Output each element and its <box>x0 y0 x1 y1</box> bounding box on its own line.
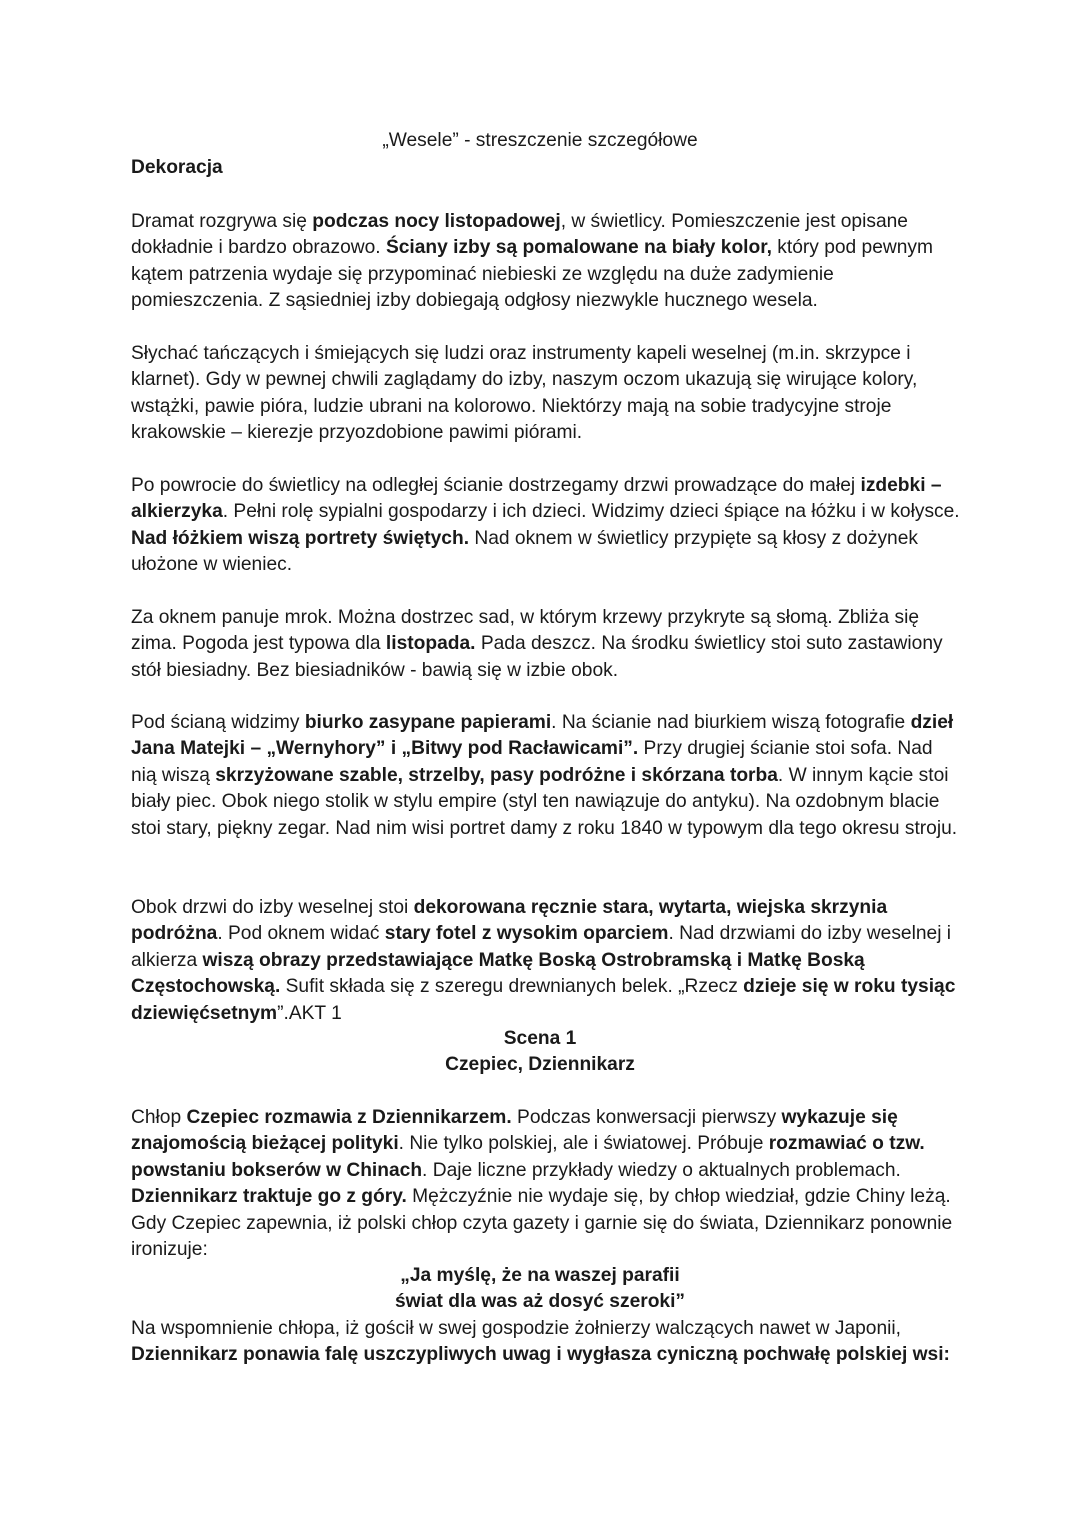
text-run: Mężczyźnie nie wydaje się, by chłop wiedział, gdzie Chiny leżą. Gdy Czepiec zapewnia, iż polski chłop czyta gazety i garnie się do świata, Dziennikarz ponownie ironizuje: <box>131 1186 953 1261</box>
bold-text: Dziennikarz ponawia falę uszczypliwych uwag i wygłasza cyniczną pochwałę polskiej wsi: <box>131 1344 950 1366</box>
bold-text: izdebki – alkierzyka <box>131 475 942 523</box>
text-run: ”.AKT 1 <box>277 1002 342 1024</box>
text-run: Na wspomnienie chłopa, iż gościł w swej gospodzie żołnierzy walczących nawet w Japonii, <box>131 1318 901 1339</box>
text-run: Sufit składa się z szeregu drewnianych belek. „Rzecz <box>280 976 744 998</box>
bold-text: biurko zasypane papierami <box>304 712 552 733</box>
text-run: Chłop <box>131 1107 187 1128</box>
bold-text: wykazuje się znajomością bieżącej polityki <box>131 1107 898 1155</box>
paragraph-3 <box>131 473 961 579</box>
bold-text: dekorowana ręcznie stara, wytarta, wiejska skrzynia podróżna <box>131 897 888 945</box>
text-run: . W innym kącie stoi biały piec. Obok niego stolik w stylu empire (styl ten nawiązuje do antyku). Na ozdobnym blacie stoi stary, piękny zegar. Nad nim wisi portret damy z roku 1840 w typowym dla tego okresu stroju. <box>131 764 958 839</box>
text-run: Pod ścianą widzimy <box>131 712 305 733</box>
text-run: . Nie tylko polskiej, ale i światowej. Próbuje <box>398 1133 769 1155</box>
text-run: Po powrocie do świetlicy na odległej ścianie dostrzegamy drzwi prowadzące do małej <box>131 475 861 496</box>
text-run: który pod pewnym kątem patrzenia wydaje się przypominać niebieski ze względu na duże zadymienie pomieszczenia. Z sąsiedniej izby dobiegają odgłosy niezwykle hucznego wesela. <box>131 237 934 312</box>
quote-line-1: „Ja myślę, że na waszej parafii <box>400 1265 680 1286</box>
bold-text: stary fotel z wysokim oparciem <box>384 923 669 945</box>
text-run: Podczas konwersacji pierwszy <box>511 1107 782 1128</box>
text-run: . Pełni rolę sypialni gospodarzy i ich dzieci. Widzimy dzieci śpiące na łóżku i w kołysce. <box>222 501 960 523</box>
bold-text: Dziennikarz traktuje go z góry. <box>131 1186 407 1208</box>
paragraph-2 <box>131 341 961 447</box>
text-run: . Daje liczne przykłady wiedzy o aktualnych problemach. <box>422 1159 901 1181</box>
bold-text: Nad łóżkiem wiszą portrety świętych. <box>131 527 470 549</box>
bold-text: rozmawiać o tzw. powstaniu bokserów w Chinach <box>131 1133 925 1181</box>
text-run: . Pod oknem widać <box>217 923 385 945</box>
text-run: Obok drzwi do izby weselnej stoi <box>131 897 414 918</box>
scene-title: Scena 1 <box>503 1028 577 1049</box>
bold-text: listopada. <box>385 633 476 655</box>
quote-line-2: świat dla was aż dosyć szeroki” <box>394 1291 686 1312</box>
paragraph-5 <box>131 710 961 842</box>
paragraph-6 <box>131 895 961 1027</box>
bold-text: dzieł Jana Matejki – „Wernyhory” i „Bitwy pod Racławicami”. <box>131 712 954 760</box>
scene-characters: Czepiec, Dziennikarz <box>445 1054 635 1075</box>
bold-text: podczas nocy listopadowej <box>312 211 561 232</box>
bold-text: Ściany izby są pomalowane na biały kolor, <box>385 237 772 259</box>
text-run: Dramat rozgrywa się <box>131 211 313 232</box>
paragraph-1 <box>131 209 961 315</box>
text-run: Nad oknem w świetlicy przypięte są kłosy z dożynek ułożone w wieniec. <box>131 527 918 576</box>
text-run: Przy drugiej ścianie stoi sofa. Nad nią wiszą <box>131 738 933 786</box>
bold-text: dzieje się w roku tysiąc dziewięćsetnym <box>131 976 956 1024</box>
paragraph-8 <box>131 1316 961 1369</box>
section-heading-dekoracja: Dekoracja <box>131 157 223 178</box>
document-title: „Wesele” - streszczenie szczegółowe <box>382 130 698 151</box>
text-run: . Nad drzwiami do izby weselnej i alkierza <box>131 923 952 971</box>
paragraph-4 <box>131 605 961 684</box>
bold-text: Czepiec rozmawia z Dziennikarzem. <box>186 1107 512 1128</box>
text-run: Słychać tańczących i śmiejących się ludzi oraz instrumenty kapeli weselnej (m.in. skrzypce i klarnet). Gdy w pewnej chwili zaglądamy do izby, naszym oczom ukazują się wirujące kolory, wstążki, pawie pióra, ludzie ubrani na kolorowo. Niektórzy mają na sobie tradycyjne stroje krakowskie – kierezje przyozdobione pawimi piórami. <box>131 343 918 444</box>
paragraph-7 <box>131 1105 961 1263</box>
bold-text: wiszą obrazy przedstawiające Matkę Boską Ostrobramską i Matkę Boską Częstochowską. <box>131 949 865 998</box>
text-run: . Na ścianie nad biurkiem wiszą fotografie <box>551 712 911 733</box>
bold-text: skrzyżowane szable, strzelby, pasy podróżne i skórzana torba <box>215 764 778 786</box>
text-run: , w świetlicy. Pomieszczenie jest opisane dokładnie i bardzo obrazowo. <box>131 211 908 259</box>
text-run: Za oknem panuje mrok. Można dostrzec sad, w którym krzewy przykryte są słomą. Zbliża się zima. Pogoda jest typowa dla <box>131 607 920 655</box>
text-run: Pada deszcz. Na środku świetlicy stoi suto zastawiony stół biesiadny. Bez biesiadników - bawią się w izbie obok. <box>131 633 943 681</box>
